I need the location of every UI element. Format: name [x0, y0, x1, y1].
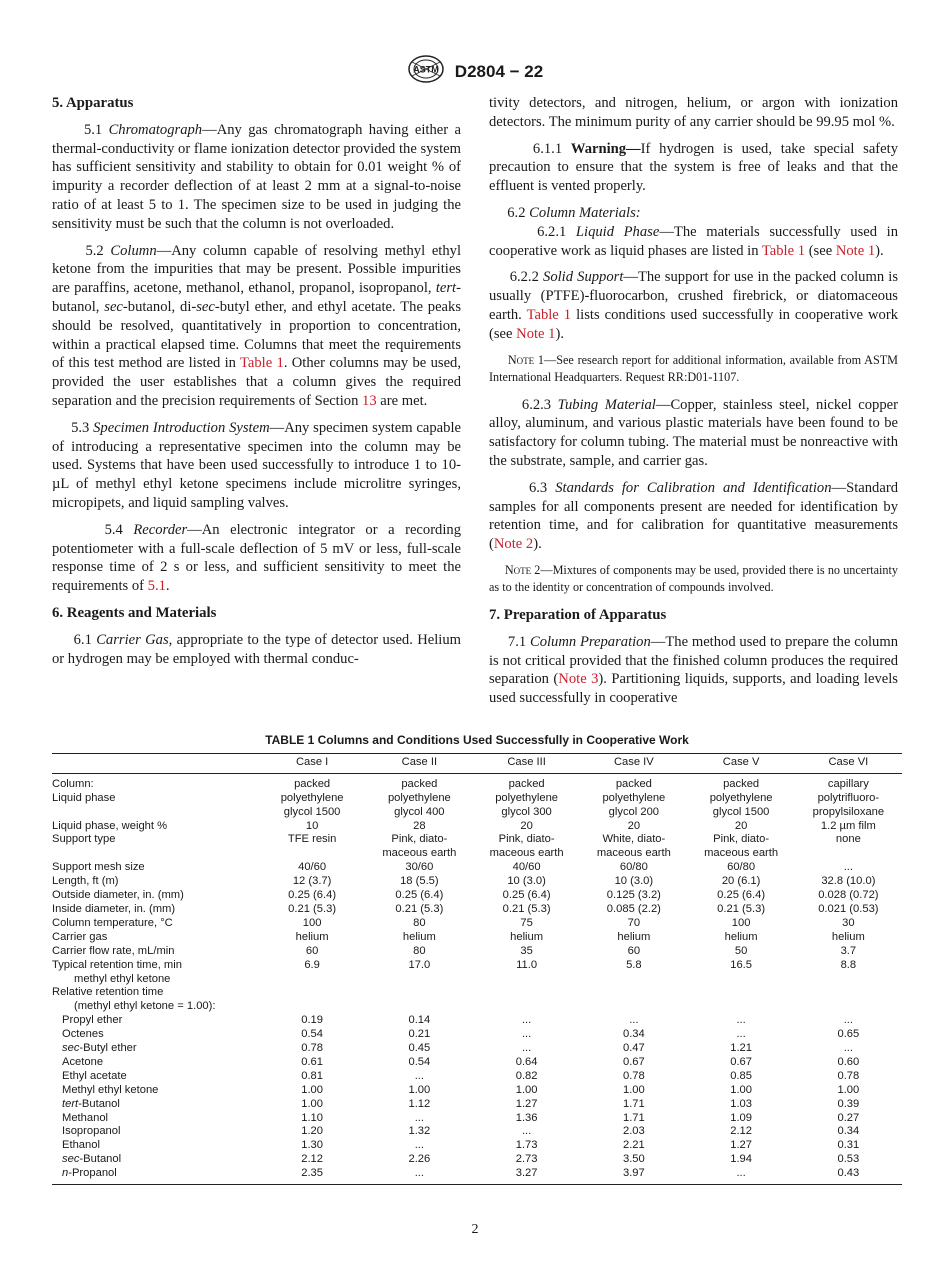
table-cell: 60	[627, 944, 641, 957]
table-cell: 35	[520, 944, 533, 957]
table-row	[52, 917, 902, 931]
table-cell: 40/60	[512, 861, 541, 874]
table-row	[52, 1153, 902, 1167]
table-cell: 0.45	[408, 1042, 431, 1055]
table-cell: 1.00	[515, 1083, 538, 1096]
paragraph-6-2: 6.2 Column Materials:	[507, 204, 641, 221]
table-row	[52, 1070, 902, 1084]
table-row	[52, 945, 902, 959]
row-label: Relative retention time (methyl ethyl ketone = 1.00):	[52, 986, 216, 1013]
table-row	[52, 792, 902, 820]
table-cell: 75	[520, 916, 533, 929]
table-cell: 0.67	[622, 1055, 645, 1068]
table-row	[52, 1125, 902, 1139]
table-cell: 1.73	[515, 1139, 538, 1152]
header-cell: Case III	[473, 753, 580, 773]
row-label: Liquid phase	[52, 791, 116, 804]
table-row	[52, 986, 902, 1014]
header-cell: Case I	[258, 753, 365, 773]
table-cell: 0.028 (0.72)	[818, 889, 879, 902]
table-cell: 0.125 (3.2)	[606, 889, 661, 902]
table-cell: 0.21 (5.3)	[502, 902, 551, 915]
table-cell: 2.12	[301, 1153, 323, 1166]
table-row	[52, 931, 902, 945]
table-cell: 30	[842, 916, 855, 929]
table-cell: 0.21 (5.3)	[717, 902, 766, 915]
table-header-row	[52, 753, 902, 773]
table-row	[52, 875, 902, 889]
table-cell: ...	[521, 1125, 532, 1138]
table-row	[52, 1139, 902, 1153]
table-cell: 2.12	[730, 1125, 752, 1138]
table-cell: 0.25 (6.4)	[395, 889, 444, 902]
table-cell: 0.21 (5.3)	[288, 902, 337, 915]
table-cell: polyethylene glycol 1500	[709, 791, 773, 818]
paragraph-6-2-2: 6.2.2 Solid Support—The support for use in the packed column is usually (PTFE)-fluorocarbon, crushed firebrick, or diatomaceous earth. Table 1 lists conditions used successfully in cooperative work (see Note 1).	[489, 269, 899, 342]
table-cell: ...	[414, 1139, 425, 1152]
table-cell: capillary	[827, 777, 869, 790]
table-cell: 1.09	[730, 1111, 752, 1124]
table-cell: 1.00	[301, 1083, 323, 1096]
table-cell: packed	[508, 777, 545, 790]
table-cell: 10	[305, 819, 319, 832]
table-cell: 100	[731, 916, 751, 929]
table-cell: 0.34	[622, 1028, 645, 1041]
table-cell: helium	[295, 930, 329, 943]
header-cell	[52, 753, 258, 773]
table-cell	[258, 986, 365, 1014]
table-cell: ...	[366, 1167, 473, 1184]
table-cell: helium	[831, 930, 865, 943]
table-row	[52, 1028, 902, 1042]
table-1	[52, 734, 902, 1185]
table-cell: 1.30	[301, 1139, 323, 1152]
table-1-grid	[52, 753, 902, 1185]
table-cell: 40/60	[298, 861, 327, 874]
table-cell: 1.71	[622, 1111, 645, 1124]
table-cell: 1.94	[730, 1153, 752, 1166]
table-cell	[687, 986, 794, 1014]
table-cell: 1.03	[730, 1097, 752, 1110]
paragraph-6-2-1: 6.2.1 Liquid Phase—The materials successfully used in cooperative work as liquid phases are listed in Table 1 (see Note 1).	[489, 223, 898, 259]
note-2: Note 2—Mixtures of components may be used, provided there is no uncertainty as to the identity or concentration of compounds involved.	[489, 562, 899, 594]
row-label: Column:	[52, 777, 94, 790]
table-row	[52, 833, 902, 861]
table-1-title: TABLE 1 Columns and Conditions Used Successfully in Cooperative Work	[265, 733, 689, 747]
table-cell: 2.03	[622, 1125, 645, 1138]
paragraph-5-3: 5.3 Specimen Introduction System—Any specimen system capable of introducing a representative specimen into the column may be used. Systems that have been used successfully to introduce 1 to 10-µL of methyl ethyl ketone specimens include microlitre syringes, micropipets, and liquid sampling valves.	[52, 419, 461, 511]
table-cell: 0.25 (6.4)	[717, 889, 766, 902]
note-3-link[interactable]: Note 3	[558, 671, 599, 688]
right-column	[489, 94, 898, 716]
table-cell	[366, 986, 473, 1014]
table-row	[52, 1084, 902, 1098]
paragraph-5-4: 5.4 Recorder—An electronic integrator or a recording potentiometer with a full-scale deflection of 5 mV or less, full-scale response time of 2 s or less, and sufficient sensitivity to meet the requirements of 5.1.	[52, 521, 461, 595]
row-label: Outside diameter, in. (mm)	[52, 889, 184, 902]
table-cell: 1.00	[837, 1083, 860, 1096]
table-cell: ...	[521, 1028, 532, 1041]
section-7-heading: 7. Preparation of Apparatus	[489, 606, 667, 623]
table-cell: 30/60	[405, 861, 434, 874]
row-label: Support mesh size	[52, 861, 145, 874]
table-cell: 0.61	[301, 1055, 323, 1068]
table-row	[52, 820, 902, 834]
table-cell: White, diato- maceous earth	[596, 833, 671, 860]
table-cell: ...	[629, 1014, 639, 1027]
table-cell: 0.43	[795, 1167, 902, 1184]
table-cell: 80	[413, 916, 426, 929]
table-cell: helium	[402, 930, 436, 943]
table-cell: 0.60	[837, 1055, 860, 1068]
row-label: Ethyl acetate	[62, 1069, 127, 1082]
table-cell: packed	[723, 777, 760, 790]
table-cell: 3.50	[622, 1153, 645, 1166]
table-cell: helium	[724, 930, 758, 943]
svg-text:ASTM: ASTM	[413, 64, 439, 75]
table-cell: 1.2 µm film	[820, 819, 876, 832]
table-body	[52, 773, 902, 1184]
table-cell: 1.21	[730, 1042, 752, 1055]
table-cell: Pink, diato- maceous earth	[704, 833, 779, 860]
row-label: Acetone	[62, 1055, 104, 1068]
table-cell: ...	[414, 1069, 425, 1082]
table-cell: 1.10	[301, 1111, 323, 1124]
row-label: Isopropanol	[62, 1125, 121, 1138]
table-cell: polytrifluoro- propylsiloxane	[812, 791, 885, 818]
table-cell: 11.0	[516, 958, 538, 971]
table-cell: 2.35	[258, 1167, 365, 1184]
row-label: Typical retention time, min methyl ethyl ketone	[52, 958, 182, 985]
table-cell: 0.81	[301, 1069, 323, 1082]
table-cell: 0.78	[837, 1069, 860, 1082]
table-cell: 10 (3.0)	[507, 875, 546, 888]
section-13-link[interactable]: 13	[362, 392, 377, 409]
row-label: Methanol	[62, 1111, 109, 1124]
table-cell: 10 (3.0)	[614, 875, 654, 888]
table-cell: 1.20	[301, 1125, 323, 1138]
table-cell: ...	[521, 1014, 532, 1027]
table-cell: 20	[627, 819, 641, 832]
paragraph-6-2-3: 6.2.3 Tubing Material—Copper, stainless steel, nickel copper alloy, aluminum, and various plastic materials have been found to be satisfactory for column tubing. The material must be nonreactive with the substrate, sample, and carrier gas.	[489, 396, 898, 469]
row-label: sec-Butanol	[62, 1153, 122, 1166]
table-cell	[580, 986, 687, 1014]
table-row	[52, 889, 902, 903]
table-cell: 60	[305, 944, 319, 957]
table-cell: 16.5	[730, 958, 752, 971]
table-cell: 2.73	[515, 1153, 538, 1166]
paragraph-6-1-1: 6.1.1 Warning—If hydrogen is used, take special safety precaution to ensure that the system is free of leaks and that the effluent is vented properly.	[489, 140, 898, 195]
table-cell: 20 (6.1)	[721, 875, 761, 888]
table-row	[52, 1112, 902, 1126]
row-label: Inside diameter, in. (mm)	[52, 902, 176, 915]
table-cell: 0.53	[837, 1153, 860, 1166]
table-cell: ...	[843, 1014, 854, 1027]
table-row	[52, 1167, 902, 1184]
table-cell: 1.00	[301, 1097, 323, 1110]
table-cell: 20	[520, 819, 533, 832]
section-5-heading: 5. Apparatus	[52, 95, 134, 111]
table-cell: 0.65	[837, 1028, 860, 1041]
row-label: Length, ft (m)	[52, 875, 119, 888]
left-column	[52, 94, 461, 676]
table-cell: 28	[413, 819, 426, 832]
note-2-link[interactable]: Note 2	[493, 536, 534, 553]
paragraph-7-1: 7.1 Column Preparation—The method used to prepare the column is not critical provided that the finished column produces the required separation (Note 3). Partitioning liquids, supports, and loading levels used successfully in cooperative	[489, 633, 898, 707]
page-header	[0, 54, 950, 89]
header-cell: Case IV	[580, 753, 687, 773]
table-cell: packed	[615, 777, 652, 790]
table-cell: 0.82	[515, 1069, 538, 1082]
table-cell: 12 (3.7)	[292, 875, 332, 888]
paragraph-5-2: 5.2 Column—Any column capable of resolving methyl ethyl ketone from the impurities that may be present. Possible impurities are paraffins, acetone, methanol, ethanol, propanol, isopropanol, tert-butanol, sec-butanol, di-sec-butyl ether, and ethyl acetate. The peaks should be resolved, quantitatively in proportion to concentration, within a practical elapsed time. Columns that meet the requirements of this test method are listed in Table 1. Other columns may be used, provided the user establishes that a column gives the required separation and the precision requirements of Section 13 are met.	[52, 242, 462, 409]
paragraph-6-3: 6.3 Standards for Calibration and Identification—Standard samples for all components present are needed for identification by retention time, and for calibration for quantitative measurements (Note 2).	[489, 479, 898, 553]
table-cell: 8.8	[840, 958, 857, 971]
row-label: n-Propanol	[52, 1167, 258, 1184]
table-cell: 0.54	[408, 1055, 431, 1068]
table-cell: 0.54	[301, 1028, 323, 1041]
table-cell: packed	[401, 777, 438, 790]
table-cell: 0.25 (6.4)	[288, 889, 337, 902]
table-cell: 70	[627, 916, 641, 929]
table-cell: 20	[734, 819, 748, 832]
table-row	[52, 1042, 902, 1056]
table-cell: 0.085 (2.2)	[606, 902, 661, 915]
paragraph-6-1-continued: tivity detectors, and nitrogen, helium, or argon with ionization detectors. The minimum purity of any carrier should be 99.95 mol %.	[489, 95, 898, 130]
row-label: Carrier gas	[52, 930, 108, 943]
table-row	[52, 959, 902, 987]
paragraph-5-1: 5.1 Chromatograph—Any gas chromatograph having either a thermal-conductivity or flame ionization detector provided the system has sufficient sensitivity and stability to obtain for 0.01 weight % of impurity a recorder deflection of at least 2 mm at a signal-to-noise ratio of at least 5 to 1. The specimen size to be used in judging the sensitivity must be such that the column is not overloaded.	[52, 121, 461, 232]
table-cell: 0.39	[837, 1097, 860, 1110]
table-cell: polyethylene glycol 1500	[280, 791, 344, 818]
table-cell: 1.00	[408, 1083, 431, 1096]
row-label: Ethanol	[62, 1139, 100, 1152]
table-cell: ...	[736, 1028, 746, 1041]
table-cell: helium	[617, 930, 651, 943]
table-cell: 0.19	[301, 1014, 323, 1027]
table-row	[52, 861, 902, 875]
table-cell	[795, 986, 902, 1014]
table-cell: 2.26	[408, 1153, 431, 1166]
table-1-link[interactable]: Table 1	[240, 355, 284, 372]
table-cell: 0.78	[622, 1069, 645, 1082]
table-cell: 3.97	[580, 1167, 687, 1184]
note-1-link[interactable]: Note 1	[516, 325, 556, 342]
table-cell: Pink, diato- maceous earth	[382, 833, 457, 860]
table-cell: ...	[843, 861, 854, 874]
table-cell: 1.32	[408, 1125, 431, 1138]
header-cell: Case V	[687, 753, 794, 773]
table-cell: 0.47	[622, 1042, 645, 1055]
table-cell: 32.8 (10.0)	[821, 875, 876, 888]
table-cell: 1.00	[730, 1083, 752, 1096]
row-label: Octenes	[62, 1028, 104, 1041]
table-cell: 0.25 (6.4)	[502, 889, 551, 902]
table-cell: 1.71	[622, 1097, 645, 1110]
table-cell: ...	[414, 1111, 425, 1124]
page-number: 2	[471, 1222, 479, 1237]
table-cell: 3.27	[473, 1167, 580, 1184]
row-label: sec-Butyl ether	[62, 1042, 137, 1055]
table-1-link[interactable]: Table 1	[526, 306, 572, 323]
table-cell: 3.7	[840, 944, 857, 957]
table-cell: ...	[736, 1014, 746, 1027]
table-cell: helium	[510, 930, 544, 943]
table-cell: 2.21	[622, 1139, 645, 1152]
table-cell: 6.9	[304, 958, 320, 971]
table-cell: 1.36	[515, 1111, 538, 1124]
table-cell: polyethylene glycol 400	[387, 791, 451, 818]
row-label: tert-Butanol	[62, 1097, 120, 1110]
table-cell: 1.27	[515, 1097, 538, 1110]
table-cell: 0.31	[837, 1139, 860, 1152]
table-cell: 0.021 (0.53)	[818, 902, 879, 915]
table-cell: 17.0	[408, 958, 431, 971]
row-label: Methyl ethyl ketone	[62, 1083, 159, 1096]
table-cell: packed	[294, 777, 331, 790]
note-1-link[interactable]: Note 1	[835, 242, 876, 259]
table-row	[52, 903, 902, 917]
table-cell: 50	[734, 944, 748, 957]
table-cell: none	[835, 833, 861, 846]
header-cell: Case II	[366, 753, 473, 773]
table-cell: Pink, diato- maceous earth	[489, 833, 564, 860]
table-cell: 0.64	[515, 1055, 538, 1068]
row-label: Carrier flow rate, mL/min	[52, 944, 175, 957]
row-label: Liquid phase, weight %	[52, 819, 168, 832]
section-5-1-link[interactable]: 5.1	[147, 578, 166, 595]
table-cell: 1.27	[730, 1139, 752, 1152]
table-cell: polyethylene glycol 300	[495, 791, 559, 818]
row-label: Support type	[52, 833, 116, 846]
table-cell: 0.85	[730, 1069, 752, 1082]
table-cell: TFE resin	[287, 833, 337, 846]
table-row	[52, 773, 902, 791]
table-cell: 80	[413, 944, 426, 957]
row-label: Column temperature, °C	[52, 916, 173, 929]
table-row	[52, 1056, 902, 1070]
paragraph-6-1: 6.1 Carrier Gas, appropriate to the type of detector used. Helium or hydrogen may be employed with thermal conduc-	[52, 631, 461, 667]
note-1: Note 1—See research report for additional information, available from ASTM International Headquarters. Request RR:D01-1107.	[489, 352, 899, 384]
table-cell: 60/80	[619, 861, 648, 874]
document-number: D2804 − 22	[454, 61, 544, 81]
row-label: Propyl ether	[62, 1014, 123, 1027]
table-cell: 0.67	[730, 1055, 752, 1068]
table-cell: 1.00	[622, 1083, 645, 1096]
table-cell: 0.21	[408, 1028, 431, 1041]
header-cell: Case VI	[795, 753, 902, 773]
table-cell: polyethylene glycol 200	[602, 791, 666, 818]
table-cell: 60/80	[727, 861, 756, 874]
table-cell	[473, 986, 580, 1014]
table-cell: 0.27	[837, 1111, 860, 1124]
table-cell: ...	[687, 1167, 794, 1184]
table-row	[52, 1014, 902, 1028]
section-6-heading: 6. Reagents and Materials	[52, 604, 217, 621]
table-cell: 0.21 (5.3)	[395, 902, 444, 915]
astm-logo-icon	[407, 54, 445, 89]
table-cell: 0.78	[301, 1042, 323, 1055]
table-cell: 0.14	[408, 1014, 431, 1027]
table-cell: 1.12	[408, 1097, 431, 1110]
table-row	[52, 1098, 902, 1112]
table-cell: ...	[843, 1042, 854, 1055]
table-cell: 0.34	[837, 1125, 860, 1138]
table-cell: ...	[521, 1042, 532, 1055]
table-cell: 18 (5.5)	[400, 875, 439, 888]
table-1-link[interactable]: Table 1	[761, 242, 806, 259]
table-cell: 5.8	[626, 958, 642, 971]
table-cell: 100	[302, 916, 322, 929]
